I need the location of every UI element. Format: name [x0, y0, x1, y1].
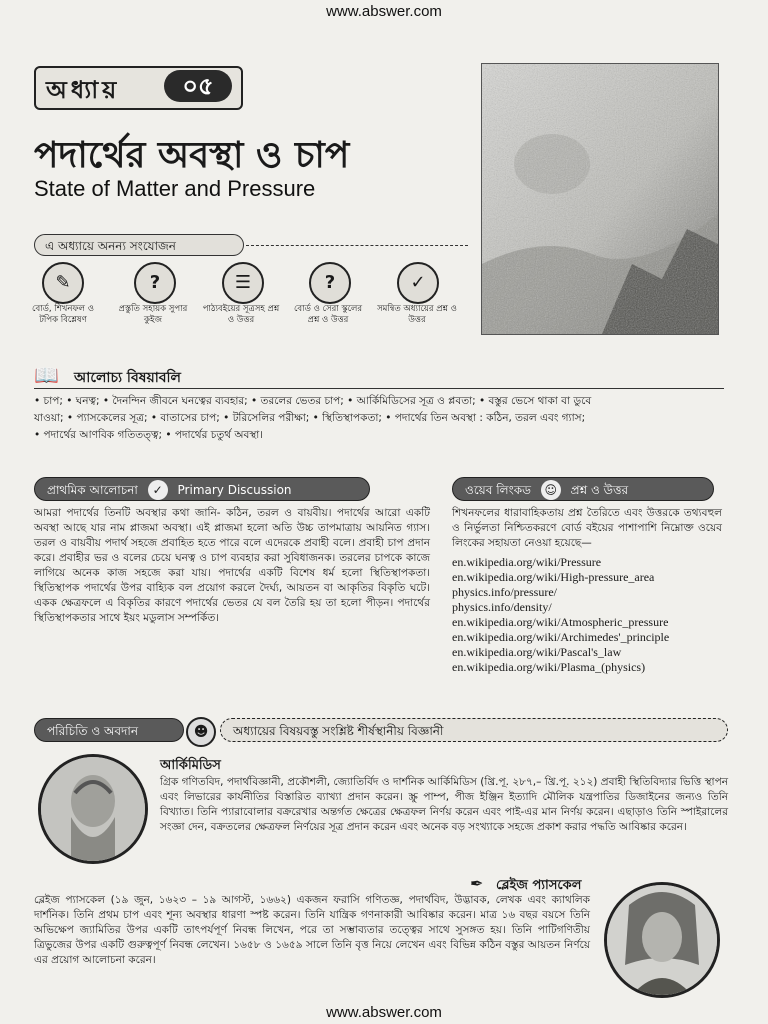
weblinks-list: [452, 555, 722, 675]
divider: [34, 388, 724, 389]
topics-heading: আলোচ্য বিষয়াবলি: [74, 370, 181, 386]
divider: [246, 245, 468, 246]
weblinks-label-left: ওয়েব লিংকড: [465, 483, 531, 497]
feature-label: প্রস্তুতি সহায়ক সুপার কুইজ: [118, 304, 188, 325]
open-book-icon: 📖: [34, 363, 59, 387]
checkmark-badge-icon: ✓: [397, 262, 439, 304]
chapter-title-en: State of Matter and Pressure: [34, 176, 316, 201]
book-pen-icon: ✎: [42, 262, 84, 304]
feature-label: পাঠ্যবইয়ের সূত্রসহ প্রশ্ন ও উত্তর: [202, 304, 280, 325]
pascal-portrait: [604, 882, 720, 998]
primary-label-en: Primary Discussion: [177, 483, 292, 497]
topics-list: [34, 393, 734, 444]
scientist-bio-archimedes: গ্রিক গণিতবিদ, পদার্থবিজ্ঞানী, প্রকৌশলী, জ্যোতির্বিদ ও দার্শনিক আর্কিমিডিস (খ্রি.পূ. ২৮৭,– খ্রি.পূ. ২১২) প্রবাহী স্থিতিবিদ্যার ভিত্তি স্থাপন এবং লিভারের কার্যনীতির বিস্তারিত ব্যাখ্যা প্রদান করেন। স্ক্রু পাম্প, পীজ ইঞ্জিন ইত্যাদি মৌলিক যন্ত্রপাতির ডিজাইনের জন্যও তিনি বিখ্যাত। তিনি প্যারাবোলার বক্ররেখার অন্তর্গত ক্ষেত্রের ক্ষেত্রফল নির্ণয় করেন এবং পাই-এর মান নির্ণয় করেন। এছাড়াও তিনি স্পাইরালের সংজ্ঞা দেন, বক্রতলের ক্ষেত্রফল নির্ণয়ের সূত্র প্রদান করেন এবং অনেক বড় সংখ্যাকে সহজে প্রকাশ করার পদ্ধতি আবিষ্কার করেন।: [160, 776, 728, 833]
feature-label: বোর্ড, শিখনফল ও টপিক বিশ্লেষণ: [32, 304, 94, 325]
feature-label: বোর্ড ও সেরা স্কুলের প্রশ্ন ও উত্তর: [293, 304, 362, 325]
person-icon: ☺: [541, 480, 561, 500]
weblink[interactable]: en.wikipedia.org/wiki/High-pressure_area: [452, 570, 655, 584]
weblink[interactable]: en.wikipedia.org/wiki/Plasma_(physics): [452, 660, 646, 674]
chapter-photo: [481, 63, 719, 335]
question-badge-icon: ?: [309, 262, 351, 304]
weblinks-label-right: প্রশ্ন ও উত্তর: [570, 483, 629, 497]
primary-label-bn: প্রাথমিক আলোচনা: [47, 483, 138, 497]
scientist-bio-pascal: ব্লেইজ প্যাসকেল (১৯ জুন, ১৬২৩ – ১৯ আগস্ট, ১৬৬২) একজন ফরাসি গণিতজ্ঞ, পদার্থবিদ, উদ্ভাবক, লেখক এবং ক্যাথলিক দার্শনিক। তিনি প্রথম চাপ এবং শূন্য অবস্থার ধারণা স্পষ্ট করেন। তিনি যান্ত্রিক গণনাকারী আবিষ্কার করেন। মাত্র ১৬ বছর বয়সে তিনি অভিক্ষেপ জ্যামিতির উপর একটি তাৎপর্যপূর্ণ নিবন্ধ লিখেন, পরে তা সম্ভাব্যতার তত্ত্বের সাথে সুসঙ্গত হয়। তিনি পাটিগণিতীয় ত্রিভুজের উপর একটি গুরুত্বপূর্ণ নিবন্ধ লেখেন। ১৬৫৮ ও ১৬৫৯ সালে তিনি বৃত্ত নিয়ে লেখেন এবং বিভিন্ন কঠিন বস্তুর আয়তন নির্ণয়ে এর প্রয়োগ আলোচনা করেন।: [34, 894, 590, 966]
topics-line: • পদার্থের আণবিক গতিতত্ত্ব; • পদার্থের চতুর্থ অবস্থা।: [34, 429, 264, 441]
chapter-title-bn: পদার্থের অবস্থা ও চাপ: [34, 134, 350, 176]
scientist-name-pascal: ব্লেইজ প্যাসকেল: [496, 878, 582, 893]
scientist-name-archimedes: আর্কিমিডিস: [160, 758, 221, 773]
chapter-number: ০৫: [164, 70, 232, 102]
weblink[interactable]: en.wikipedia.org/wiki/Pressure: [452, 555, 602, 569]
feature-label: সমন্বিত অধ্যায়ের প্রশ্ন ও উত্তর: [377, 304, 457, 325]
intro-section-subtitle: অধ্যায়ের বিষয়বস্তু সংশ্লিষ্ট শীর্ষস্থানীয় বিজ্ঞানী: [220, 718, 728, 742]
archimedes-portrait: [38, 754, 148, 864]
book-stack-icon: ☰: [222, 262, 264, 304]
site-header[interactable]: www.abswer.com: [326, 3, 442, 20]
weblink[interactable]: en.wikipedia.org/wiki/Atmospheric_pressure: [452, 615, 669, 629]
topics-line: • চাপ; • ঘনত্ব; • দৈনন্দিন জীবনে ঘনত্বের ব্যবহার; • তরলের ভেতর চাপ; • আর্কিমিডিসের সূত্র ও প্লবতা; • বস্তুর ভেসে থাকা বা ডুবে: [34, 395, 592, 407]
weblink[interactable]: physics.info/pressure/: [452, 585, 557, 599]
primary-discussion-text: আমরা পদার্থের তিনটি অবস্থার কথা জানি- কঠিন, তরল ও বায়বীয়। পদার্থের আরো একটি অবস্থা আছে যার নাম প্লাজমা অবস্থা। এই প্লাজমা হলো অতি উচ্চ তাপমাত্রায় আয়নিত গ্যাস। তরল ও বায়বীয় পদার্থ সহজে প্রবাহিত হতে পারে বলে এদেরকে প্রবাহী বলে। প্রবাহী চাপ প্রদান করে। প্রবাহীর ভর ও বলের চেয়ে ঘনত্ব ও চাপ ব্যবহার করা সুবিধাজনক। তরলের চাপকে কাজে লাগিয়ে অনেক কাজ সহজে করা যায়। পদার্থের একটি বিশেষ ধর্ম হলো স্থিতিস্থাপকতা। স্থিতিস্থাপক পদার্থের উপর বাহ্যিক বল প্রয়োগ করলে দৈর্ঘ্য, আয়তন বা আকৃতির বিকৃতি ঘটে। একক ক্ষেত্রফলে এ বিকৃতির কারণে পদার্থের ভেতর যে বল তৈরি হয় তা হলো পীড়ন। পদার্থের স্থিতিস্থাপকতার সাথে ইয়ং মডুলাস সম্পর্কিত।: [34, 507, 430, 624]
weblinks-intro: শিখনফলের ধারাবাহিকতায় প্রশ্ন তৈরিতে এবং উত্তরকে তথ্যবহুল ও নির্ভুলতা নিশ্চিতকরণে বোর্ড বইয়ের পাশাপাশি নিম্নোক্ত ওয়েব লিংকের সহায়তা নেওয়া হয়েছে—: [452, 507, 722, 549]
scientist-icon: ☻: [186, 717, 216, 747]
chapter-badge: [34, 66, 243, 110]
weblink[interactable]: physics.info/density/: [452, 600, 552, 614]
intro-section-header: পরিচিতি ও অবদান: [34, 718, 184, 742]
weblink[interactable]: en.wikipedia.org/wiki/Archimedes'_principle: [452, 630, 670, 644]
weblinks-header: [452, 477, 714, 501]
question-icon: ?: [134, 262, 176, 304]
chapter-word: অধ্যায়: [46, 76, 121, 104]
site-footer[interactable]: www.abswer.com: [326, 1004, 442, 1021]
primary-discussion-header: [34, 477, 370, 501]
check-circle-icon: ✓: [148, 480, 168, 500]
pen-nib-icon: ✒: [470, 874, 484, 893]
topics-line: যাওয়া; • প্যাসকেলের সূত্র; • বাতাসের চাপ; • টরিসেলির পরীক্ষা; • স্থিতিস্থাপকতা; • পদার্থের তিন অবস্থা : কঠিন, তরল এবং গ্যাস;: [34, 412, 586, 424]
unique-additions-text: এ অধ্যায়ে অনন্য সংযোজন: [45, 239, 176, 253]
unique-additions-label: [34, 234, 244, 256]
weblink[interactable]: en.wikipedia.org/wiki/Pascal's_law: [452, 645, 622, 659]
